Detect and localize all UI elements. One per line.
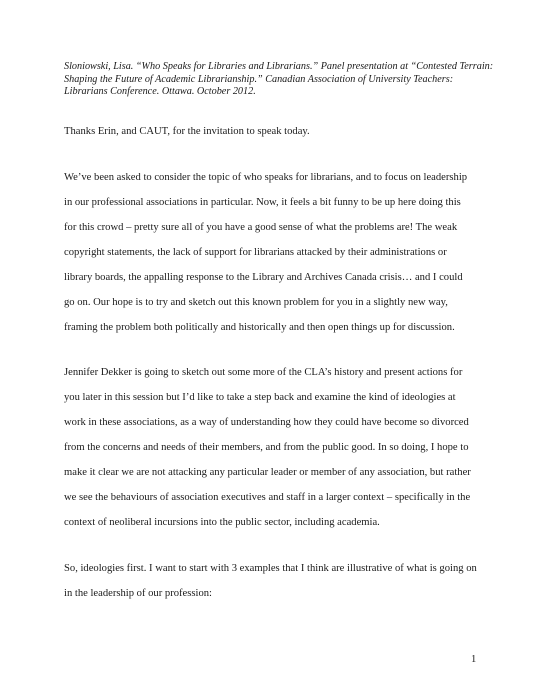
paragraph-line: go on. Our hope is to try and sketch out this known problem for you in a slightly new way, (64, 297, 448, 308)
paragraph-line: we see the behaviours of association executives and staff in a larger context – specifically in the (64, 492, 471, 503)
paragraph-line: Thanks Erin, and CAUT, for the invitation to speak today. (64, 126, 310, 137)
paragraph-line: for this crowd – pretty sure all of you have a good sense of what the problems are! The weak (64, 222, 458, 233)
citation-line: Shaping the Future of Academic Librarianship.” Canadian Association of University Teachers: (64, 73, 454, 85)
paragraph-line: work in these associations, as a way of understanding how they could have become so divorced (64, 417, 469, 428)
paragraph-line: library boards, the appalling response to the Library and Archives Canada crisis… and I could (64, 272, 463, 283)
paragraph-topic (64, 165, 504, 340)
paragraph-line: context of neoliberal incursions into the public sector, including academia. (64, 517, 380, 528)
citation-line: Sloniowski, Lisa. “Who Speaks for Libraries and Librarians.” Panel presentation at “Contested Terrain: (64, 61, 494, 72)
paragraph-ideologies-first (64, 556, 504, 606)
paragraph-line: make it clear we are not attacking any particular leader or member of any association, but rather (64, 467, 471, 478)
paragraph-line: copyright statements, the lack of support for librarians attacked by their administrations or (64, 247, 447, 258)
citation-line: Librarians Conference. Ottawa. October 2012. (64, 86, 256, 97)
paragraph-line: from the concerns and needs of their members, and from the public good. In so doing, I hope to (64, 442, 469, 453)
paragraph-thanks (64, 119, 504, 144)
paragraph-line: framing the problem both politically and historically and then open things up for discussion. (64, 322, 455, 333)
paragraph-line: We’ve been asked to consider the topic of who speaks for librarians, and to focus on leadership (64, 172, 468, 183)
paragraph-line: in the leadership of our profession: (64, 588, 212, 599)
paragraph-line: So, ideologies first. I want to start with 3 examples that I think are illustrative of what is going on (64, 563, 477, 574)
paragraph-ideologies-context (64, 360, 504, 535)
paragraph-line: you later in this session but I’d like to take a step back and examine the kind of ideologies at (64, 392, 456, 403)
citation-header (64, 61, 504, 99)
paragraph-line: in our professional associations in particular. Now, it feels a bit funny to be up here doing this (64, 197, 461, 208)
paragraph-line: Jennifer Dekker is going to sketch out some more of the CLA’s history and present actions for (64, 367, 463, 378)
page-number: 1 (471, 654, 477, 665)
